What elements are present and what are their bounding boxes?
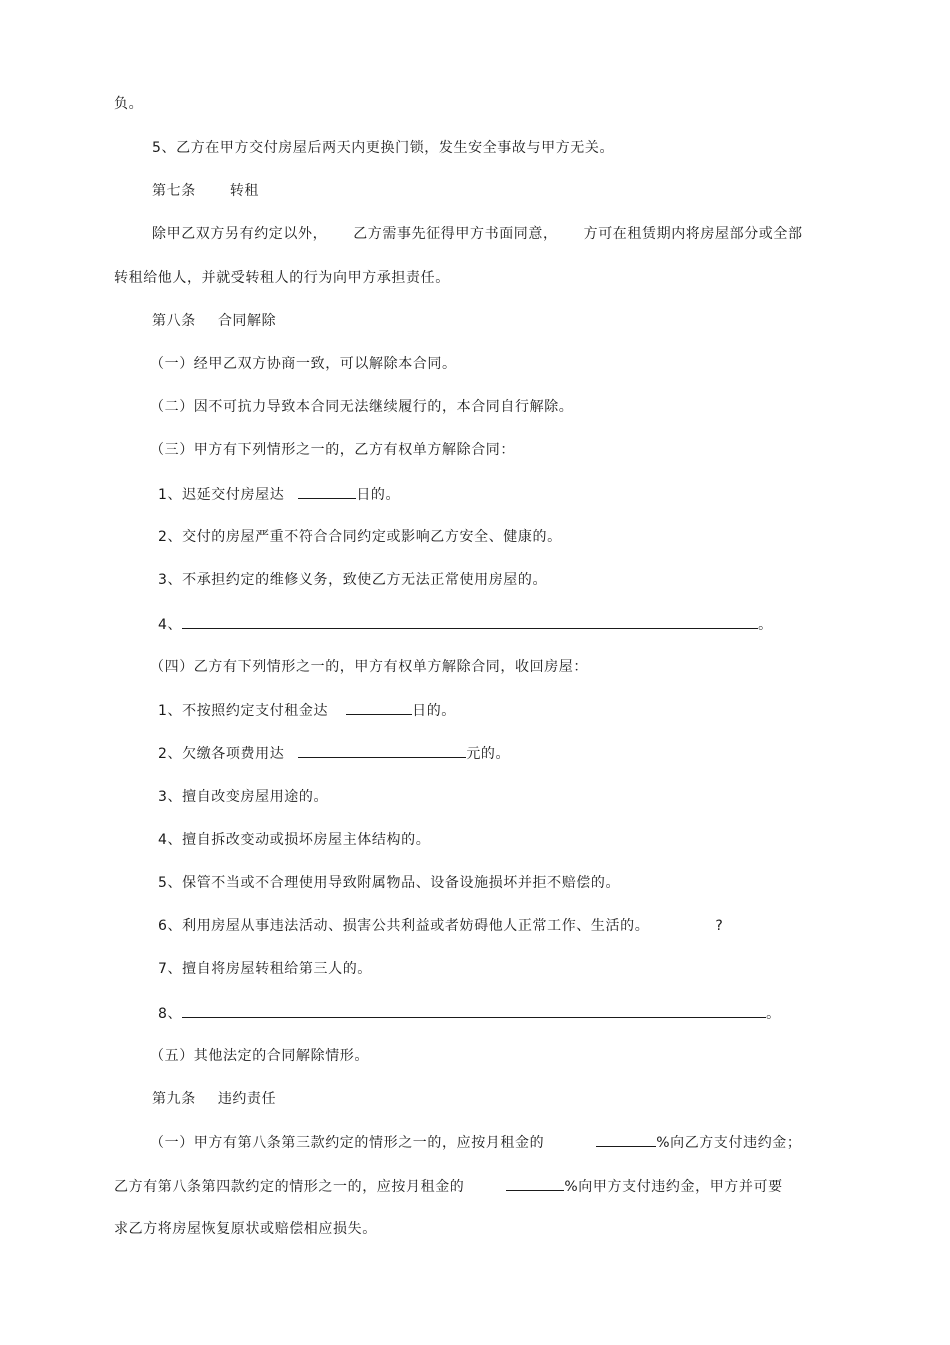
paragraph-line: （三）甲方有下列情形之一的，乙方有权单方解除合同： <box>150 442 515 458</box>
text-segment: 乙方有第八条第四款约定的情形之一的，应按月租金的 <box>114 1179 465 1195</box>
text-segment: 1、迟延交付房屋达 <box>158 487 285 503</box>
paragraph-line: 3、擅自改变房屋用途的。 <box>158 789 329 805</box>
paragraph-line: （五）其他法定的合同解除情形。 <box>150 1048 369 1064</box>
fill-in-blank[interactable] <box>506 1176 564 1191</box>
paragraph-line: （一）经甲乙双方协商一致，可以解除本合同。 <box>150 356 457 372</box>
text-segment: 乙方需事先征得甲方书面同意， <box>353 226 558 242</box>
article-title: 转租 <box>229 183 260 199</box>
paragraph-line: 2、交付的房屋严重不符合合同约定或影响乙方安全、健康的。 <box>158 529 562 545</box>
text-segment: 元的。 <box>466 746 511 762</box>
text-segment: 2、欠缴各项费用达 <box>158 746 285 762</box>
paragraph-line <box>158 1003 781 1024</box>
paragraph-line: 4、擅自拆改变动或损坏房屋主体结构的。 <box>158 832 431 848</box>
paragraph-line <box>114 1176 783 1197</box>
text-segment: %向乙方支付违约金； <box>656 1135 802 1151</box>
paragraph-line <box>158 700 456 721</box>
text-segment: %向甲方支付违约金，甲方并可要 <box>564 1179 783 1195</box>
text-segment: ? <box>715 918 724 934</box>
paragraph-line: 转租给他人，并就受转租人的行为向甲方承担责任。 <box>114 270 450 286</box>
paragraph-line <box>158 916 723 936</box>
text-segment: 。 <box>766 1006 781 1022</box>
fill-in-blank[interactable] <box>298 743 466 758</box>
paragraph-line <box>158 614 773 635</box>
article-title: 违约责任 <box>217 1091 277 1107</box>
paragraph-line: 求乙方将房屋恢复原状或赔偿相应损失。 <box>114 1221 377 1237</box>
text-segment: 方可在租赁期内将房屋部分或全部 <box>583 226 803 242</box>
fill-in-blank[interactable] <box>346 700 412 715</box>
paragraph-line <box>150 1132 802 1153</box>
paragraph-line: （四）乙方有下列情形之一的，甲方有权单方解除合同，收回房屋： <box>150 659 588 675</box>
article-number: 第九条 <box>152 1091 196 1107</box>
paragraph-line <box>152 224 803 244</box>
text-segment: 1、不按照约定支付租金达 <box>158 703 329 719</box>
fill-in-blank[interactable] <box>182 614 758 629</box>
text-segment: 6、利用房屋从事违法活动、损害公共利益或者妨碍他人正常工作、生活的。 <box>158 918 650 934</box>
text-segment: 4、 <box>158 617 183 633</box>
paragraph-line <box>158 743 510 764</box>
article-heading <box>152 181 259 201</box>
fill-in-blank[interactable] <box>596 1132 656 1147</box>
article-number: 第七条 <box>152 183 196 199</box>
paragraph-line: 5、保管不当或不合理使用导致附属物品、设备设施损坏并拒不赔偿的。 <box>158 875 621 891</box>
paragraph-line: （二）因不可抗力导致本合同无法继续履行的，本合同自行解除。 <box>150 399 574 415</box>
article-heading <box>152 1089 276 1109</box>
text-segment: 。 <box>758 617 773 633</box>
paragraph-line: 负。 <box>114 96 144 112</box>
text-segment: 日的。 <box>412 703 456 719</box>
paragraph-line: 7、擅自将房屋转租给第三人的。 <box>158 961 372 977</box>
text-segment: 除甲乙双方另有约定以外， <box>152 226 328 242</box>
article-title: 合同解除 <box>217 313 277 329</box>
paragraph-line <box>158 484 400 505</box>
text-segment: （一）甲方有第八条第三款约定的情形之一的，应按月租金的 <box>150 1135 545 1151</box>
paragraph-line: 5、乙方在甲方交付房屋后两天内更换门锁，发生安全事故与甲方无关。 <box>152 140 615 156</box>
article-number: 第八条 <box>152 313 196 329</box>
text-segment: 8、 <box>158 1006 183 1022</box>
text-segment: 日的。 <box>356 487 401 503</box>
fill-in-blank[interactable] <box>298 484 356 499</box>
article-heading <box>152 311 276 331</box>
paragraph-line: 3、不承担约定的维修义务，致使乙方无法正常使用房屋的。 <box>158 572 548 588</box>
fill-in-blank[interactable] <box>182 1003 766 1018</box>
